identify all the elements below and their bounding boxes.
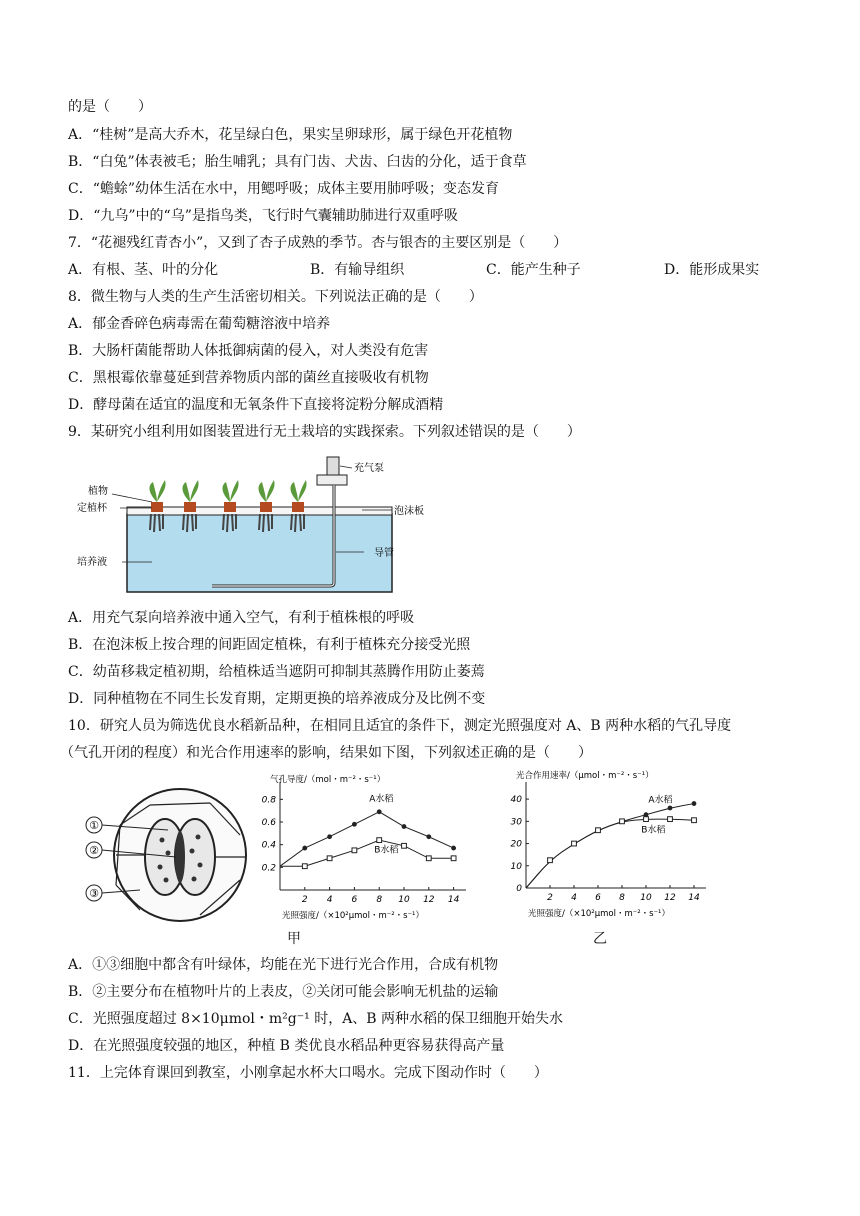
y-tick-label: 0.2: [261, 863, 276, 874]
q9-option-c: C．幼苗移栽定植初期，给植株适当遮阴可抑制其蒸腾作用防止萎蔫: [68, 664, 485, 680]
q10-option-a: A．①③细胞中都含有叶绿体，均能在光下进行光合作用，合成有机物: [68, 957, 499, 973]
x-tick-label: 12: [664, 893, 676, 903]
y-tick-label: 30: [510, 817, 522, 828]
cell-label-1: ①: [89, 819, 99, 832]
x-tick-label: 14: [447, 895, 460, 905]
caption-jia: 甲: [287, 931, 301, 947]
y-axis-label: 气孔导度/（mol・m⁻²・s⁻¹）: [270, 775, 386, 785]
label-foam: 泡沫板: [394, 506, 424, 517]
q9-option-d: D．同种植物在不同生长发育期，定期更换的培养液成分及比例不变: [68, 691, 486, 707]
x-axis-label: 光照强度/（×10²μmol・m⁻²・s⁻¹）: [528, 909, 670, 919]
point-a: [352, 822, 357, 827]
q10-stem-line2: （气孔开闭的程度）和光合作用速率的影响，结果如下图，下列叙述正确的是（ ）: [60, 745, 592, 761]
x-tick-label: 8: [376, 895, 383, 905]
y-axis-label: 光合作用速率/（μmol・m⁻²・s⁻¹）: [516, 771, 654, 781]
q8-stem: 8．微生物与人类的生产生活密切相关。下列说法正确的是（ ）: [68, 289, 483, 305]
x-tick-label: 4: [326, 895, 333, 905]
q6-stem-tail: 的是（ ）: [68, 99, 152, 115]
point-a: [426, 834, 431, 839]
point-b: [426, 856, 431, 861]
x-tick-label: 10: [640, 893, 652, 903]
q10-option-c: C．光照强度超过 8×10μmol・m²g⁻¹ 时，A、B 两种水稻的保卫细胞开始失水: [68, 1011, 564, 1027]
stomatal-conductance-chart: [258, 772, 473, 922]
y-tick-label: 10: [510, 861, 522, 872]
q10-stem-line1: 10．研究人员为筛选优良水稻新品种，在相同且适宜的条件下，测定光照强度对 A、B 两种水稻的气孔导度: [68, 718, 732, 734]
point-b: [451, 856, 456, 861]
point-b: [572, 841, 577, 846]
q10-option-b: B．②主要分布在植物叶片的上表皮，②关闭可能会影响无机盐的运输: [68, 984, 499, 1000]
q7-option-d: D．能形成果实: [664, 262, 760, 278]
point-b: [548, 858, 553, 863]
q8-option-d: D．酵母菌在适宜的温度和无氧条件下直接将淀粉分解成酒精: [68, 397, 444, 413]
x-axis-label: 光照强度/（×10²μmol・m⁻²・s⁻¹）: [282, 911, 424, 921]
y-tick-label: 0.8: [261, 795, 276, 806]
series-label-a: A水稻: [369, 794, 394, 805]
caption-yi: 乙: [593, 931, 607, 947]
q7-option-b: B．有输导组织: [310, 262, 405, 278]
y-tick-label: 0.4: [261, 840, 276, 851]
x-tick-label: 6: [595, 893, 601, 903]
label-tube: 导管: [374, 548, 394, 559]
stomata-diagram: [80, 785, 250, 925]
point-a: [377, 809, 382, 814]
x-tick-label: 2: [547, 893, 553, 903]
cell-label-2: ②: [89, 844, 99, 857]
q7-stem: 7．“花褪残红青杏小”，又到了杏子成熟的季节。杏与银杏的主要区别是（ ）: [68, 235, 568, 251]
point-b: [302, 864, 307, 869]
point-b: [402, 843, 407, 848]
q7-option-a: A．有根、茎、叶的分化: [68, 262, 219, 278]
q9-option-b: B．在泡沫板上按合理的间距固定植株，有利于植株充分接受光照: [68, 637, 471, 653]
q6-option-c: C．“蟾蜍”幼体生活在水中，用鳃呼吸；成体主要用肺呼吸；变态发育: [68, 181, 500, 197]
hydroponics-figure: [72, 452, 432, 597]
q7-option-c: C．能产生种子: [486, 262, 581, 278]
point-b: [644, 817, 649, 822]
x-tick-label: 6: [351, 895, 358, 905]
y-tick-label: 20: [510, 839, 522, 850]
q6-option-b: B．“白兔”体表被毛；胎生哺乳；具有门齿、犬齿、臼齿的分化，适于食草: [68, 154, 527, 170]
label-solution: 培养液: [77, 557, 107, 568]
x-tick-label: 14: [688, 893, 700, 903]
series-label-a: A水稻: [648, 795, 673, 806]
y-tick-label: 0: [516, 884, 522, 894]
point-a: [327, 834, 332, 839]
point-a: [302, 846, 307, 851]
point-b: [377, 838, 382, 843]
series-label-b: B水稻: [641, 825, 666, 836]
point-b: [327, 856, 332, 861]
q8-option-b: B．大肠杆菌能帮助人体抵御病菌的侵入，对人类没有危害: [68, 343, 429, 359]
series-line-b: [526, 819, 694, 888]
point-b: [692, 818, 697, 823]
q6-option-d: D．“九乌”中的“乌”是指鸟类，飞行时气囊辅助肺进行双重呼吸: [68, 208, 458, 224]
q8-option-a: A．郁金香碎色病毒需在葡萄糖溶液中培养: [68, 316, 331, 332]
q8-option-c: C．黑根霉依靠蔓延到营养物质内部的菌丝直接吸收有机物: [68, 370, 429, 386]
x-tick-label: 8: [619, 893, 625, 903]
label-plant: 植物: [88, 486, 108, 497]
q9-stem: 9．某研究小组利用如图装置进行无土栽培的实践探索。下列叙述错误的是（ ）: [68, 424, 581, 440]
point-a: [692, 801, 697, 806]
point-b: [668, 817, 673, 822]
x-tick-label: 4: [571, 893, 577, 903]
q10-option-d: D．在光照强度较强的地区，种植 B 类优良水稻品种更容易获得高产量: [68, 1038, 505, 1054]
photosynthesis-rate-chart: [500, 768, 715, 922]
series-line-b: [280, 840, 454, 866]
point-a: [668, 806, 673, 811]
y-tick-label: 0.6: [261, 818, 276, 828]
label-pump: 充气泵: [354, 463, 384, 474]
label-cup: 定植杯: [77, 503, 107, 514]
x-tick-label: 10: [398, 895, 410, 905]
q9-option-a: A．用充气泵向培养液中通入空气，有利于植株根的呼吸: [68, 610, 415, 626]
q11-stem: 11．上完体育课回到教室，小刚拿起水杯大口喝水。完成下图动作时（ ）: [68, 1065, 548, 1081]
x-tick-label: 12: [423, 895, 435, 905]
point-a: [402, 824, 407, 829]
y-tick-label: 40: [510, 795, 522, 806]
series-label-b: B水稻: [374, 845, 399, 856]
x-tick-label: 2: [301, 895, 308, 905]
point-b: [620, 819, 625, 824]
q6-option-a: A．“桂树”是高大乔木，花呈绿白色，果实呈卵球形，属于绿色开花植物: [68, 127, 513, 143]
cell-label-3: ③: [89, 887, 99, 900]
point-a: [451, 846, 456, 851]
point-b: [596, 828, 601, 833]
point-b: [352, 848, 357, 853]
